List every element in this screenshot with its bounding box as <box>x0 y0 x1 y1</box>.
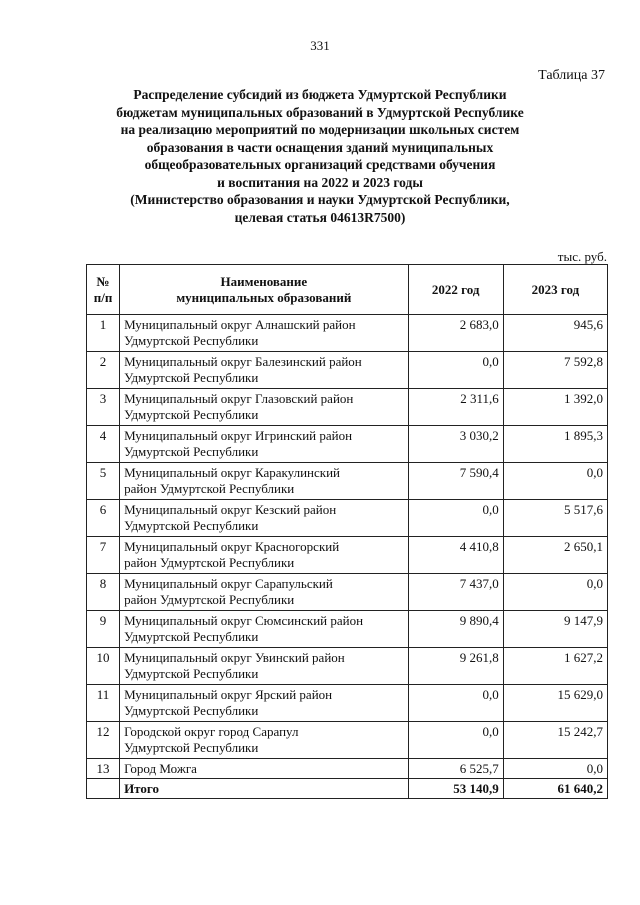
value-2023: 9 147,9 <box>503 611 607 648</box>
value-2022: 3 030,2 <box>408 426 503 463</box>
row-number: 8 <box>87 574 120 611</box>
municipality-name: Муниципальный округ Игринский район Удмуртской Республики <box>120 426 409 463</box>
header-2023: 2023 год <box>503 265 607 315</box>
table-row <box>87 389 608 426</box>
municipality-name: Муниципальный округ Сарапульский район Удмуртской Республики <box>120 574 409 611</box>
table-row <box>87 722 608 759</box>
value-2023: 15 242,7 <box>503 722 607 759</box>
value-2022: 9 890,4 <box>408 611 503 648</box>
municipality-name: Город Можга <box>120 759 409 779</box>
value-2023: 1 895,3 <box>503 426 607 463</box>
municipality-name: Муниципальный округ Балезинский район Удмуртской Республики <box>120 352 409 389</box>
municipality-name: Муниципальный округ Каракулинский район Удмуртской Республики <box>120 463 409 500</box>
table-row <box>87 463 608 500</box>
title-line: на реализацию мероприятий по модернизации школьных систем <box>120 122 520 137</box>
value-2023: 1 627,2 <box>503 648 607 685</box>
municipality-name: Муниципальный округ Алнашский район Удмуртской Республики <box>120 315 409 352</box>
municipality-name: Муниципальный округ Красногорский район Удмуртской Республики <box>120 537 409 574</box>
title-line: общеобразовательных организаций средствами обучения <box>144 157 496 172</box>
municipality-name: Муниципальный округ Сюмсинский район Удмуртской Республики <box>120 611 409 648</box>
table-row <box>87 574 608 611</box>
document-title <box>60 86 580 226</box>
table-row <box>87 500 608 537</box>
table-row <box>87 648 608 685</box>
table-header-row <box>87 265 608 315</box>
total-2023: 61 640,2 <box>503 779 607 799</box>
table-row <box>87 315 608 352</box>
row-number: 4 <box>87 426 120 463</box>
table-row <box>87 759 608 779</box>
value-2022: 7 437,0 <box>408 574 503 611</box>
title-line: и воспитания на 2022 и 2023 годы <box>217 174 423 190</box>
municipality-name: Муниципальный округ Кезский район Удмуртской Республики <box>120 500 409 537</box>
header-name: Наименование муниципальных образований <box>120 265 409 315</box>
value-2022: 7 590,4 <box>408 463 503 500</box>
value-2022: 9 261,8 <box>408 648 503 685</box>
units-label: тыс. руб. <box>557 249 607 264</box>
table-row <box>87 685 608 722</box>
value-2022: 4 410,8 <box>408 537 503 574</box>
total-2022: 53 140,9 <box>408 779 503 799</box>
total-label: Итого <box>120 779 409 799</box>
row-number: 1 <box>87 315 120 352</box>
title-line: Распределение субсидий из бюджета Удмуртской Республики <box>133 87 507 102</box>
title-line: образования в части оснащения зданий муниципальных <box>146 139 494 155</box>
value-2023: 0,0 <box>503 574 607 611</box>
row-number: 10 <box>87 648 120 685</box>
value-2022: 0,0 <box>408 352 503 389</box>
row-number: 9 <box>87 611 120 648</box>
table-row <box>87 426 608 463</box>
row-number: 3 <box>87 389 120 426</box>
value-2023: 5 517,6 <box>503 500 607 537</box>
row-number: 7 <box>87 537 120 574</box>
value-2022: 0,0 <box>408 722 503 759</box>
row-number: 13 <box>87 759 120 779</box>
table-label: Таблица 37 <box>538 68 605 83</box>
value-2022: 2 683,0 <box>408 315 503 352</box>
table-row <box>87 611 608 648</box>
value-2022: 0,0 <box>408 500 503 537</box>
row-number: 6 <box>87 500 120 537</box>
municipality-name: Муниципальный округ Увинский район Удмуртской Республики <box>120 648 409 685</box>
total-number-cell <box>87 779 120 799</box>
page-number: 331 <box>310 38 330 53</box>
row-number: 5 <box>87 463 120 500</box>
value-2023: 2 650,1 <box>503 537 607 574</box>
row-number: 12 <box>87 722 120 759</box>
value-2023: 15 629,0 <box>503 685 607 722</box>
value-2023: 1 392,0 <box>503 389 607 426</box>
value-2023: 0,0 <box>503 463 607 500</box>
subsidy-table <box>86 264 608 799</box>
municipality-name: Муниципальный округ Ярский район Удмуртской Республики <box>120 685 409 722</box>
value-2023: 7 592,8 <box>503 352 607 389</box>
value-2023: 945,6 <box>503 315 607 352</box>
table-row <box>87 352 608 389</box>
value-2022: 6 525,7 <box>408 759 503 779</box>
row-number: 11 <box>87 685 120 722</box>
header-number: № п/п <box>87 265 120 315</box>
municipality-name: Городской округ город Сарапул Удмуртской Республики <box>120 722 409 759</box>
value-2022: 2 311,6 <box>408 389 503 426</box>
value-2023: 0,0 <box>503 759 607 779</box>
municipality-name: Муниципальный округ Глазовский район Удмуртской Республики <box>120 389 409 426</box>
title-line: целевая статья 04613R7500) <box>234 209 406 225</box>
row-number: 2 <box>87 352 120 389</box>
title-line: бюджетам муниципальных образований в Удмуртской Республике <box>116 104 524 120</box>
title-line: (Министерство образования и науки Удмуртской Республики, <box>130 192 510 207</box>
total-row <box>87 779 608 799</box>
header-2022: 2022 год <box>408 265 503 315</box>
value-2022: 0,0 <box>408 685 503 722</box>
table-row <box>87 537 608 574</box>
